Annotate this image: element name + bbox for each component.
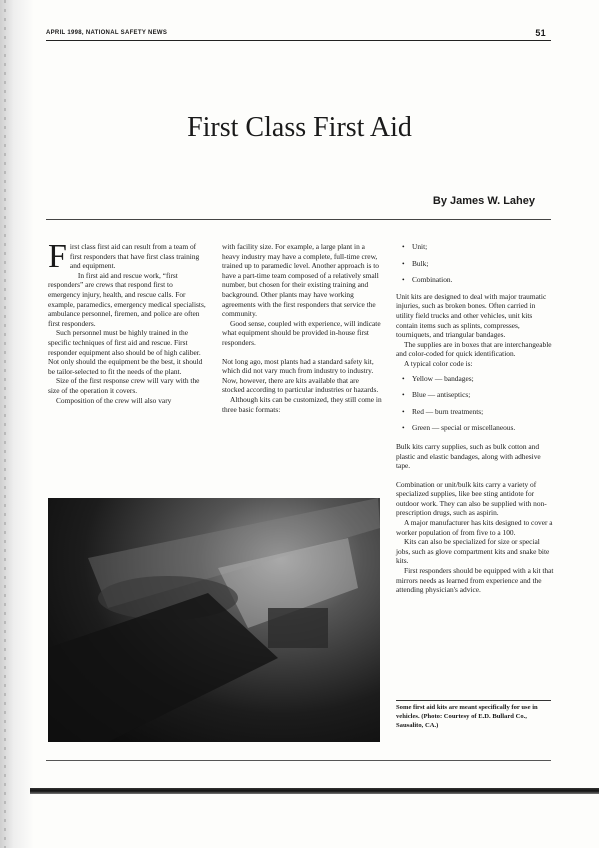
paragraph: Kits can also be specialized for size or special jobs, such as glove compartment kits and snake bite kits.: [396, 537, 550, 566]
paragraph: A major manufacturer has kits designed to cover a worker population of from five to a 100.: [396, 518, 553, 537]
footer-rule: [46, 760, 551, 761]
article-byline: By James W. Lahey: [432, 195, 535, 207]
paragraph: Composition of the crew will also vary: [56, 395, 172, 405]
column-2: [222, 242, 382, 414]
paragraph: Size of the first response crew will vary with the size of the operation it covers.: [48, 376, 200, 395]
paragraph: In first aid and rescue work, “first responders” are crews that respond first to emergency injury, health, and rescue calls. For example, paramedics, emergency medical specialists, ambulance personnel, firemen, and police are often first responders.: [48, 270, 206, 328]
paragraph: A typical color code is:: [404, 358, 473, 368]
vehicle-kit-photo: [48, 498, 380, 742]
paragraph: [48, 238, 206, 275]
page-number: 51: [535, 28, 546, 38]
column-1: [48, 238, 206, 405]
list-item: • Blue — antiseptics;: [402, 390, 554, 400]
list-item: • Unit;: [402, 242, 554, 252]
paragraph: The supplies are in boxes that are interchangeable and color-coded for quick identification.: [396, 339, 552, 359]
paragraph: Not long ago, most plants had a standard safety kit, which did not vary much from industry to industry. Now, however, there are kits available that are stocked according to particular industries or hazards.: [222, 356, 379, 395]
paragraph: First responders should be equipped with a kit that mirrors needs as learned from experience and the attending physician's advice.: [396, 566, 554, 595]
running-header: [46, 28, 546, 40]
paragraph: Good sense, coupled with experience, will indicate what equipment should be provided in-house first responders.: [222, 318, 381, 347]
paragraph-text: irst class first aid can result from a team of first responders that have first class training and equipment.: [69, 242, 200, 271]
caption-rule: [396, 700, 551, 701]
list-item: • Green — special or miscellaneous.: [402, 423, 554, 433]
paragraph: Bulk kits carry supplies, such as bulk cotton and plastic and elastic bandages, along with adhesive tape.: [396, 441, 541, 471]
paragraph: Combination or unit/bulk kits carry a variety of specialized supplies, like bee sting antidote for outdoor work. They can also be supplied with non-prescription drugs, such as aspirin.: [396, 479, 547, 518]
paragraph: Unit kits are designed to deal with major traumatic injuries, such as broken bones. Often carried in utility field trucks and other vehicles, unit kits contain items such as splints, compresses, tourniquets, and triangular bandages.: [396, 291, 547, 340]
article-title: First Class First Aid: [187, 112, 412, 143]
list-item: • Bulk;: [402, 259, 554, 269]
photo-caption: Some first aid kits are meant specifically for use in vehicles. (Photo: Courtesy of E.D. Bullard Co., Sausalito, CA.): [396, 704, 538, 729]
byline-rule: [46, 219, 551, 220]
scan-bottom-band: [30, 788, 599, 794]
paragraph: Such personnel must be highly trained in the specific techniques of first aid and rescue. First responder equipment also should be of high caliber. Not only should the equipment be the best, it should be tailor-selected to fit the needs of the plant.: [48, 328, 203, 376]
list-item: • Combination.: [402, 275, 554, 285]
paragraph: with facility size. For example, a large plant in a heavy industry may have a complete, full-time crew, trained up to paramedic level. Another approach is to have a part-time team composed of a relatively small number, but chosen for their existing training and background. Other plants may have working agreements with the first responders that service the community.: [222, 242, 379, 319]
color-code-list: [396, 374, 554, 433]
list-item: • Red — burn treatments;: [402, 407, 554, 417]
paragraph: Although kits can be customized, they still come in three basic formats:: [222, 394, 382, 414]
header-rule: [46, 40, 551, 41]
kit-format-list: [396, 242, 554, 285]
column-3: [396, 242, 554, 595]
photo-illustration: [48, 498, 380, 742]
drop-cap: F: [48, 238, 67, 275]
header-publication: APRIL 1998, NATIONAL SAFETY NEWS: [46, 30, 168, 36]
list-item: • Yellow — bandages;: [402, 374, 554, 384]
